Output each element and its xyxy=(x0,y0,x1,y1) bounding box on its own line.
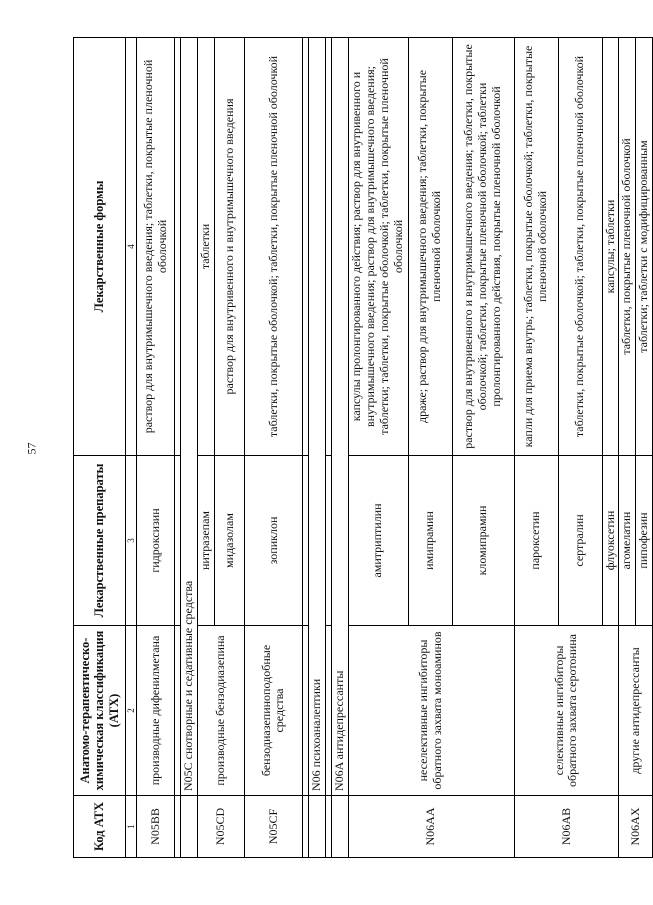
atc-code: N06AA xyxy=(348,796,514,858)
atc-group: неселективные ингибиторы обратного захвата моноаминов xyxy=(348,626,514,796)
dosage-form: драже; раствор для внутримышечного введения; таблетки, покрытые пленочной оболочкой xyxy=(408,38,452,456)
dosage-form: таблетки; таблетки с модифицированным xyxy=(636,38,653,456)
atc-table xyxy=(73,37,653,858)
table-row xyxy=(348,38,408,858)
atc-code: N05CF xyxy=(244,796,302,858)
table-header-row xyxy=(74,38,126,858)
section-title: N05C снотворные и седативные средства xyxy=(181,38,198,796)
drug-name: гидроксизин xyxy=(137,456,175,626)
dosage-form: раствор для внутривенного и внутримышечного введения xyxy=(214,38,244,456)
table-row xyxy=(198,38,215,858)
atc-group: селективные ингибиторы обратного захвата серотонина xyxy=(514,626,619,796)
drug-name: агомелатин xyxy=(619,456,636,626)
drug-name: пароксетин xyxy=(514,456,558,626)
table-row xyxy=(514,38,558,858)
header-atc: Анатомо-терапевтическо-химическая классификация (АТХ) xyxy=(74,626,126,796)
drug-name: мидазолам xyxy=(214,456,244,626)
dosage-form: капсулы пролонгированного действия; раствор для внутривенного и внутримышечного введения; раствор для внутримышечного введения; таблетки; таблетки, покрытые оболочкой; таблетки, покрытые пленочной оболочкой xyxy=(348,38,408,456)
drug-name: имипрамин xyxy=(408,456,452,626)
table-row xyxy=(137,38,175,858)
header-drugs: Лекарственные препараты xyxy=(74,456,126,626)
drug-name: амитриптилин xyxy=(348,456,408,626)
drug-name: кломипрамин xyxy=(452,456,514,626)
section-row xyxy=(308,38,325,858)
column-number-row xyxy=(126,38,137,858)
column-number: 1 xyxy=(126,796,137,858)
header-forms: Лекарственные формы xyxy=(74,38,126,456)
section-title: N06 психоаналептики xyxy=(308,38,325,796)
atc-code: N06AB xyxy=(514,796,619,858)
drug-name: зопиклон xyxy=(244,456,302,626)
page-number: 57 xyxy=(24,442,39,455)
section-row xyxy=(331,38,348,858)
column-number: 3 xyxy=(126,456,137,626)
drug-name: пипофезин xyxy=(636,456,653,626)
dosage-form: капсулы; таблетки xyxy=(602,38,619,456)
atc-group: производные дифенилметана xyxy=(137,626,175,796)
table-row xyxy=(619,38,636,858)
atc-group: другие антидепрессанты xyxy=(619,626,653,796)
dosage-form: таблетки, покрытые оболочкой; таблетки, покрытые пленочной оболочкой xyxy=(244,38,302,456)
section-row xyxy=(181,38,198,858)
atc-code: N05CD xyxy=(198,796,245,858)
atc-group: бензодиазепиноподобные средства xyxy=(244,626,302,796)
column-number: 4 xyxy=(126,38,137,456)
dosage-form: раствор для внутривенного и внутримышечного введения; таблетки, покрытые оболочкой; таблетки, покрытые пленочной оболочкой; таблетки пролонгированного действия, покрытые пленочной оболочкой xyxy=(452,38,514,456)
atc-table-sheet xyxy=(73,38,651,858)
section-title: N06A антидепрессанты xyxy=(331,38,348,796)
dosage-form: таблетки, покрытые оболочкой; таблетки, покрытые пленочной оболочкой xyxy=(558,38,602,456)
dosage-form: таблетки, покрытые пленочной оболочкой xyxy=(619,38,636,456)
column-number: 2 xyxy=(126,626,137,796)
drug-name: нитразепам xyxy=(198,456,215,626)
atc-code: N06AX xyxy=(619,796,653,858)
drug-name: флуоксетин xyxy=(602,456,619,626)
dosage-form: раствор для внутримышечного введения; таблетки, покрытые пленочной оболочкой xyxy=(137,38,175,456)
atc-group: производные бензодиазепина xyxy=(198,626,245,796)
atc-code: N05BB xyxy=(137,796,175,858)
header-code: Код АТХ xyxy=(74,796,126,858)
dosage-form: капли для приема внутрь; таблетки, покрытые оболочкой; таблетки, покрытые пленочной оболочкой xyxy=(514,38,558,456)
dosage-form: таблетки xyxy=(198,38,215,456)
drug-name: сертралин xyxy=(558,456,602,626)
table-row xyxy=(244,38,302,858)
